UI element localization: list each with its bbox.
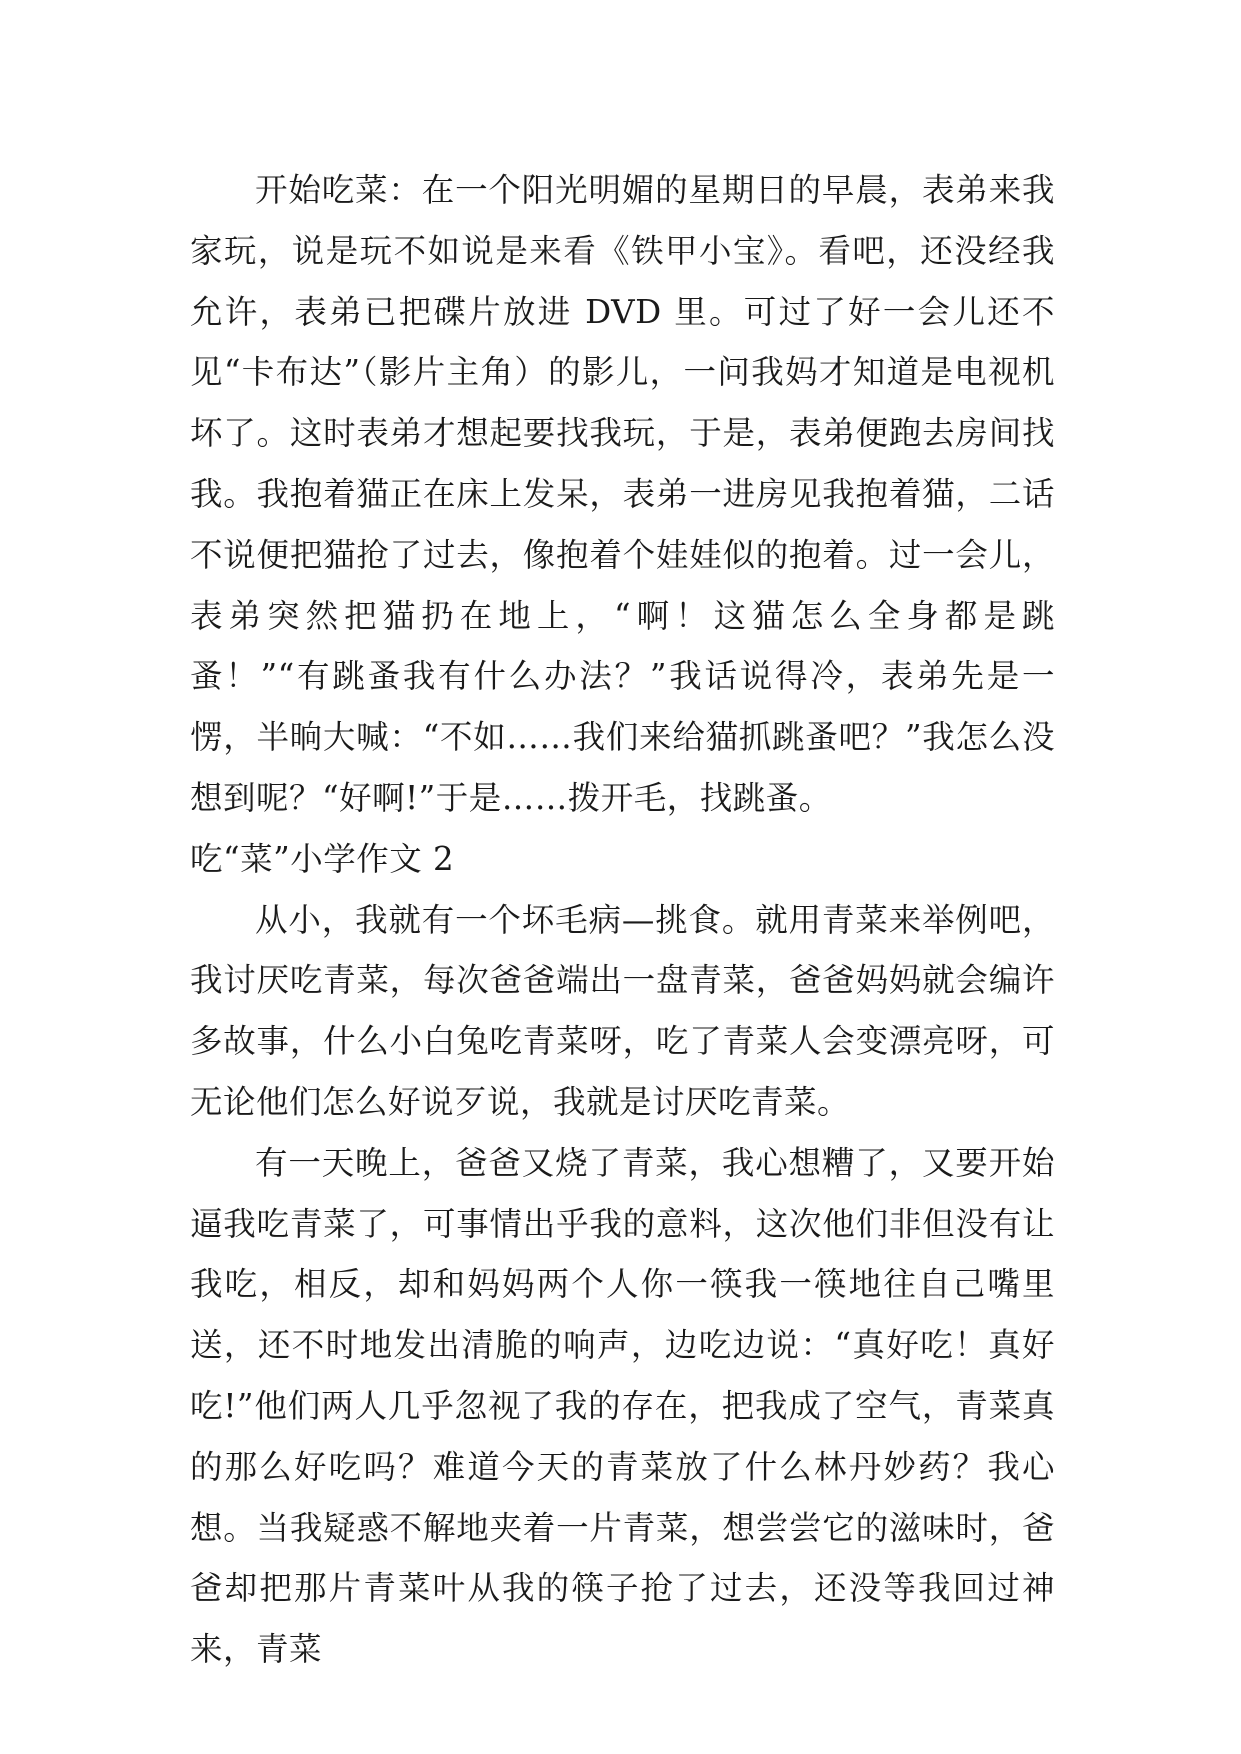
paragraph-green-vegetables: 有一天晚上，爸爸又烧了青菜，我心想糟了，又要开始逼我吃青菜了，可事情出乎我的意料，这次他们非但没有让我吃，相反，却和妈妈两个人你一筷我一筷地往自己嘴里送，还不时地发出清脆的响声，边吃边说：“真好吃！真好吃!”他们两人几乎忽视了我的存在，把我成了空气，青菜真的那么好吃吗？难道今天的青菜放了什么林丹妙药？我心想。当我疑惑不解地夹着一片青菜，想尝尝它的滋味时，爸爸却把那片青菜叶从我的筷子抢了过去，还没等我回过神来，青菜 [190, 1143, 1055, 1669]
document-body [190, 160, 1055, 1680]
paragraph-picky-eater: 从小，我就有一个坏毛病—挑食。就用青菜来举例吧，我讨厌吃青菜，每次爸爸端出一盘青菜，爸爸妈妈就会编许多故事，什么小白兔吃青菜呀，吃了青菜人会变漂亮呀，可无论他们怎么好说歹说，我就是讨厌吃青菜。 [190, 900, 1055, 1121]
section-heading: 吃“菜”小学作文 2 [190, 839, 455, 878]
paragraph-cat-fleas: 开始吃菜：在一个阳光明媚的星期日的早晨，表弟来我家玩，说是玩不如说是来看《铁甲小宝》。看吧，还没经我允许，表弟已把碟片放进 DVD 里。可过了好一会儿还不见“卡布达”（影片主角）的影儿，一问我妈才知道是电视机坏了。这时表弟才想起要找我玩，于是，表弟便跑去房间找我。我抱着猫正在床上发呆，表弟一进房见我抱着猫，二话不说便把猫抢了过去，像抱着个娃娃似的抱着。过一会儿，表弟突然把猫扔在地上，“啊！这猫怎么全身都是跳蚤！”“有跳蚤我有什么办法？”我话说得冷，表弟先是一愣，半晌大喊：“不如……我们来给猫抓跳蚤吧？”我怎么没想到呢？“好啊!”于是……拨开毛，找跳蚤。 [190, 171, 1055, 817]
